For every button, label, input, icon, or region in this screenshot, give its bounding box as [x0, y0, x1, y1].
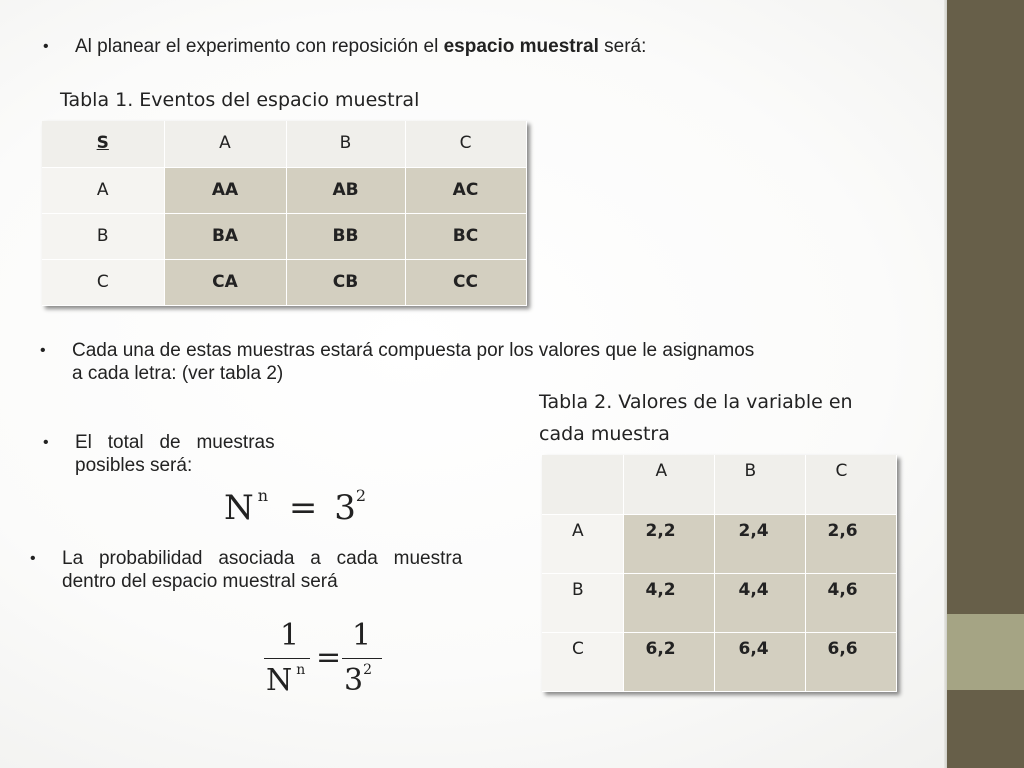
table-1-cell: BB [286, 213, 405, 259]
table-2-caption-line-2: cada muestra [539, 423, 670, 445]
bullet-3-line-2: posibles será: [75, 455, 193, 476]
formula-2-equals: = [316, 640, 342, 675]
formula-2-den-1-base: N [266, 663, 293, 698]
bullet-total-samples [43, 431, 275, 477]
formula-2-den-1-exponent: n [296, 662, 306, 678]
side-band-accent [947, 614, 1024, 690]
formula-2-fraction-bar-2 [342, 658, 382, 659]
bullet-dot: • [43, 434, 49, 451]
table-1-row-label: A [42, 167, 164, 213]
table-2-caption [539, 386, 853, 450]
bullet-1-bold: espacio muestral [443, 36, 599, 57]
table-2-header-cell: A [623, 455, 714, 514]
table-2-cell: 4,2 [623, 573, 714, 632]
table-1-header-cell: C [405, 121, 526, 167]
table-1-header-row [42, 121, 526, 167]
table-row [42, 167, 526, 213]
table-1-events [42, 121, 527, 306]
table-1-row-label: C [42, 259, 164, 305]
table-1-cell: BC [405, 213, 526, 259]
bullet-probability [30, 547, 463, 593]
bullet-3-line-1: El total de muestras [75, 432, 275, 453]
table-2-cell: 2,6 [805, 514, 896, 573]
bullet-2-line-1: Cada una de estas muestras estará compuesta por los valores que le asignamos [72, 340, 755, 361]
bullet-dot: • [43, 38, 49, 55]
table-1-cell: AB [286, 167, 405, 213]
bullet-sample-values [40, 339, 755, 385]
bullet-4-line-2: dentro del espacio muestral será [62, 571, 338, 592]
bullet-1-suffix: será: [598, 36, 647, 57]
table-1-cell: CB [286, 259, 405, 305]
table-2-row-label: B [542, 573, 623, 632]
formula-1-exponent: n [257, 486, 269, 505]
table-2-header-cell [542, 455, 623, 514]
table-1-header-cell: A [164, 121, 286, 167]
table-2-cell: 2,4 [714, 514, 805, 573]
formula-1-exponent-2: 2 [355, 486, 367, 505]
formula-2-fraction-bar-1 [264, 658, 310, 659]
formula-1-base-2: 3 [334, 488, 356, 528]
bullet-sample-space [43, 35, 647, 58]
formula-1-equals: = [288, 488, 318, 528]
table-2-header-cell: B [714, 455, 805, 514]
formula-1-base: N [224, 488, 254, 528]
table-row [42, 259, 526, 305]
formula-2-numerator-2: 1 [352, 618, 372, 653]
table-2-caption-line-1: Tabla 2. Valores de la variable en [539, 391, 853, 413]
table-2-header-cell: C [805, 455, 896, 514]
table-row [542, 632, 896, 691]
formula-2-denominator-2 [344, 662, 372, 698]
table-2-cell: 4,6 [805, 573, 896, 632]
table-2-cell: 6,4 [714, 632, 805, 691]
table-2-header-row [542, 455, 896, 514]
table-2-cell: 2,2 [623, 514, 714, 573]
table-2-cell: 4,4 [714, 573, 805, 632]
table-row [542, 514, 896, 573]
table-2-values [542, 455, 897, 692]
table-1-cell: CC [405, 259, 526, 305]
formula-2-den-2-base: 3 [344, 663, 364, 698]
table-row [542, 573, 896, 632]
table-2-cell: 6,2 [623, 632, 714, 691]
table-2-row-label: A [542, 514, 623, 573]
bullet-4-line-1: La probabilidad asociada a cada muestra [62, 548, 463, 569]
formula-total-samples [224, 486, 366, 528]
table-1-cell: AC [405, 167, 526, 213]
bullet-dot: • [30, 550, 36, 567]
table-1-header-cell: S [42, 121, 164, 167]
formula-2-den-2-exponent: 2 [363, 662, 373, 678]
bullet-1-prefix: Al planear el experimento con reposición el [75, 36, 444, 57]
formula-2-numerator-1: 1 [280, 618, 300, 653]
bullet-dot: • [40, 342, 46, 359]
table-1-caption: Tabla 1. Eventos del espacio muestral [60, 89, 420, 111]
table-1-header-cell: B [286, 121, 405, 167]
table-2-row-label: C [542, 632, 623, 691]
table-1-cell: AA [164, 167, 286, 213]
formula-probability [262, 618, 392, 698]
table-1-cell: CA [164, 259, 286, 305]
table-2-cell: 6,6 [805, 632, 896, 691]
bullet-2-line-2: a cada letra: (ver tabla 2) [72, 363, 284, 384]
table-row [42, 213, 526, 259]
table-1-row-label: B [42, 213, 164, 259]
table-1-cell: BA [164, 213, 286, 259]
formula-2-denominator-1 [266, 662, 305, 698]
